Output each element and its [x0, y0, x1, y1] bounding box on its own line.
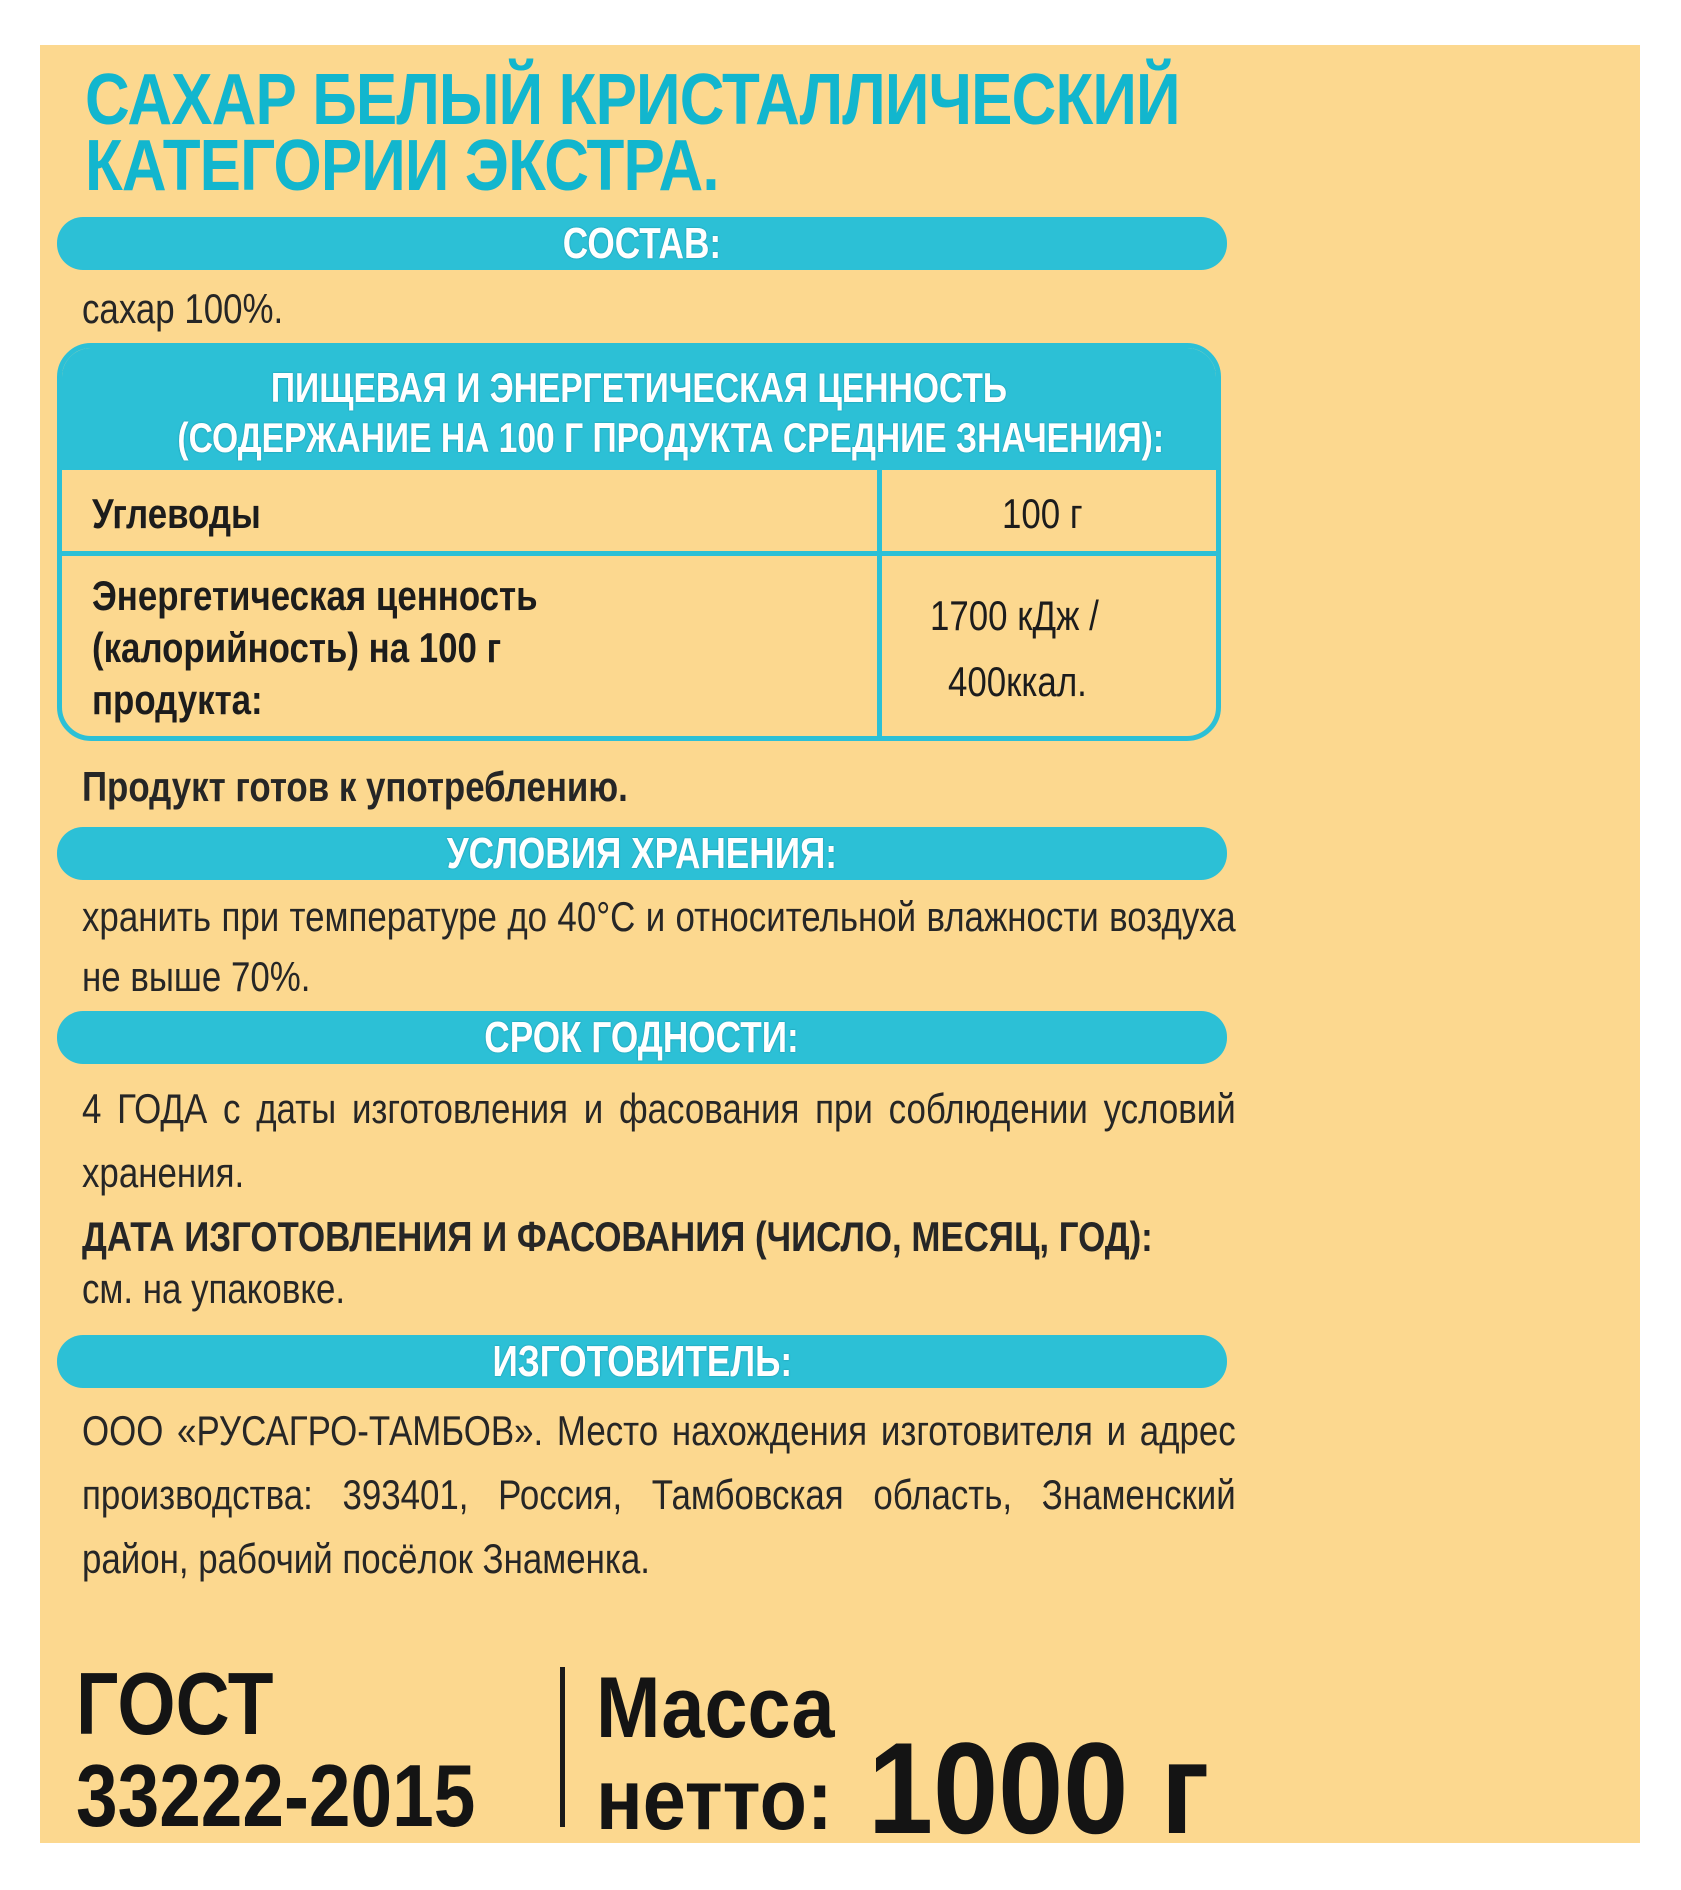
storage-heading: УСЛОВИЯ ХРАНЕНИЯ:	[57, 827, 1227, 880]
nutrition-row-energy-value: 1700 кДж / 400ккал.	[930, 592, 1099, 705]
shelf-life-text: 4 ГОДА с даты изготовления и фасования при соблюдении условий хранения.	[82, 1085, 1236, 1196]
footer-divider	[560, 1667, 565, 1827]
ready-note: Продукт готов к употреблению.	[82, 763, 628, 810]
nutrition-table	[57, 343, 1221, 741]
net-weight-value: 1000 г	[868, 1715, 1210, 1861]
product-label	[40, 45, 1640, 1861]
product-title: САХАР БЕЛЫЙ КРИСТАЛЛИЧЕСКИЙ КАТЕГОРИИ ЭКСТРА.	[85, 60, 1180, 206]
gost-label: ГОСТ	[76, 1654, 274, 1753]
production-date-label: ДАТА ИЗГОТОВЛЕНИЯ И ФАСОВАНИЯ (ЧИСЛО, МЕСЯЦ, ГОД):	[82, 1213, 1153, 1260]
nutrition-row-carbs-name: Углеводы	[62, 470, 882, 556]
manufacturer-heading: ИЗГОТОВИТЕЛЬ:	[57, 1335, 1227, 1388]
nutrition-row-energy-name: Энергетическая ценность (калорийность) на 100 г продукта:	[62, 556, 882, 741]
nutrition-row-carbs-value: 100 г	[882, 470, 1221, 556]
mass-label: Масса	[596, 1660, 835, 1756]
composition-heading: СОСТАВ:	[57, 217, 1227, 270]
net-label: нетто:	[596, 1752, 833, 1848]
production-date-text: см. на упаковке.	[82, 1265, 346, 1312]
storage-text: хранить при температуре до 40°С и относительной влажности воздуха не выше 70%.	[82, 893, 1236, 1000]
manufacturer-text: ООО «РУСАГРО-ТАМБОВ». Место нахождения изготовителя и адрес производства: 393401, Россия, Тамбовская область, Знаменский район, рабочий посёлок Знаменка.	[82, 1407, 1236, 1582]
nutrition-heading: ПИЩЕВАЯ И ЭНЕРГЕТИЧЕСКАЯ ЦЕННОСТЬ (СОДЕРЖАНИЕ НА 100 Г ПРОДУКТА СРЕДНИЕ ЗНАЧЕНИЯ):	[62, 348, 1216, 470]
shelf-life-heading: СРОК ГОДНОСТИ:	[57, 1011, 1227, 1064]
composition-text: сахар 100%.	[82, 285, 284, 332]
gost-number: 33222-2015	[76, 1746, 476, 1845]
